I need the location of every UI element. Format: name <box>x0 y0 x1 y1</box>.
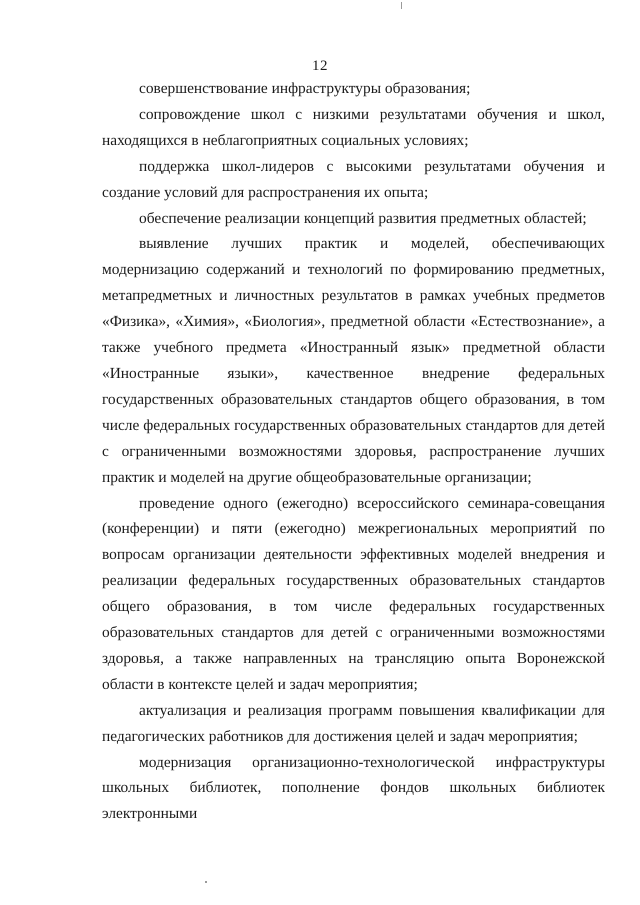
paragraph-qualification: актуализация и реализация программ повышения квалификации для педагогических работников для достижения целей и задач мероприятия; <box>102 701 605 745</box>
page-number: 12 <box>312 58 328 74</box>
paragraph-school-support: сопровождение школ с низкими результатами обучения и школ, находящихся в неблагоприятных социальных условиях; <box>102 105 605 149</box>
document-body <box>102 76 605 827</box>
paragraph-leader-schools: поддержка школ-лидеров с высокими результатами обучения и создание условий для распространения их опыта; <box>102 157 605 201</box>
scan-speck-top <box>401 2 402 9</box>
paragraph-seminar: проведение одного (ежегодно) всероссийского семинара-совещания (конференции) и пяти (ежегодно) межрегиональных мероприятий по вопросам организации деятельности эффективных моделей внедрения и реализации федеральных государственных образовательных стандартов общего образования, в том числе федеральных государственных образовательных стандартов для детей с ограниченными возможностями здоровья, а также направленных на трансляцию опыта Воронежской области в контексте целей и задач мероприятия; <box>102 494 605 693</box>
paragraph-subject-concepts: обеспечение реализации концепций развития предметных областей; <box>139 209 587 227</box>
paragraph-infrastructure: совершенствование инфраструктуры образования; <box>139 80 471 97</box>
scan-speck-bottom <box>205 881 207 883</box>
paragraph-library-modernization: модернизация организационно-технологической инфраструктуры школьных библиотек, пополнение фондов школьных библиотек электронными <box>102 753 605 823</box>
paragraph-best-practices: выявление лучших практик и моделей, обеспечивающих модернизацию содержаний и технологий по формированию предметных, метапредметных и личностных результатов в рамках учебных предметов «Физика», «Химия», «Биология», предметной области «Естествознание», а также учебного предмета «Иностранный язык» предметной области «Иностранные языки», качественное внедрение федеральных государственных образовательных стандартов общего образования, в том числе федеральных государственных образовательных стандартов для детей с ограниченными возможностями здоровья, распространение лучших практик и моделей на другие общеобразовательные организации; <box>102 235 605 486</box>
